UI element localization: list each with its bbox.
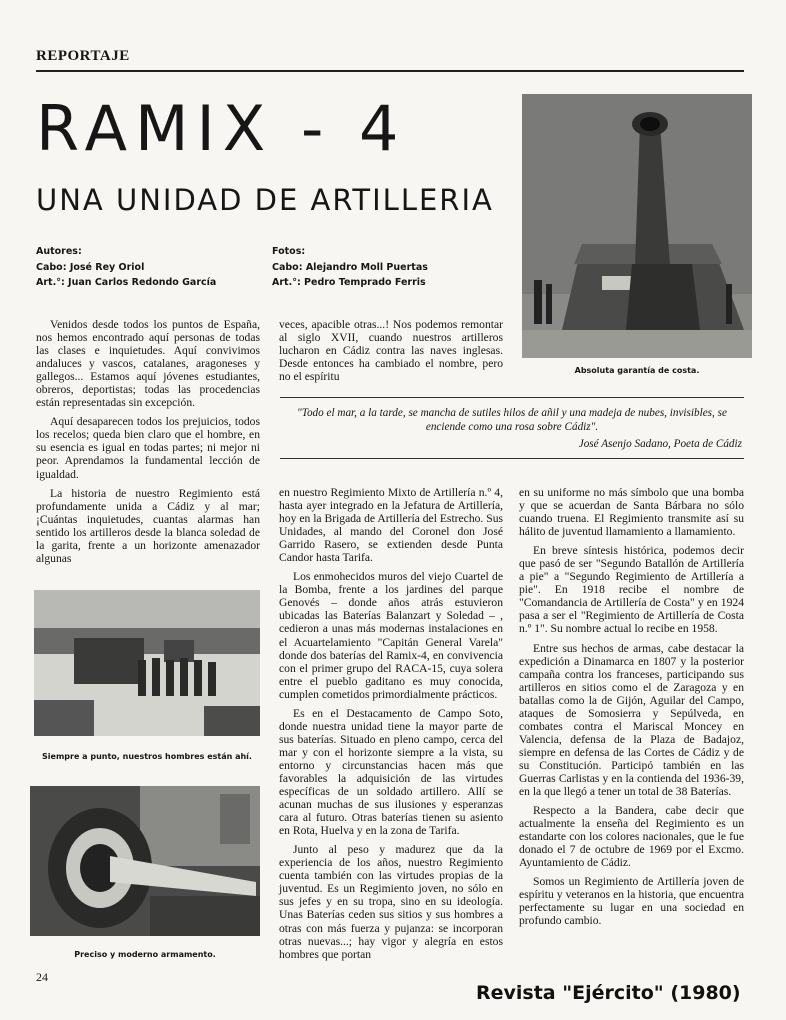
machinery-photo — [30, 786, 260, 936]
quote-box — [280, 397, 744, 459]
caption-soldiers: Siempre a punto, nuestros hombres están ahí. — [42, 752, 252, 761]
page-number: 24 — [36, 970, 48, 984]
paragraph: Respecto a la Bandera, cabe decir que actualmente la enseña del Regimiento es un estandarte con los colores nacionales, que le fue donado el 7 de octubre de 1969 por el Excmo. Ayuntamiento de Cádiz. — [519, 804, 744, 870]
paragraph: Somos un Regimiento de Artillería joven de espíritu y veteranos en la historia, que encuentra perfectamente su lugar en una sociedad en profundo cambio. — [519, 875, 744, 928]
paragraph: Es en el Destacamento de Campo Soto, donde nuestra unidad tiene la mayor parte de sus baterías. Situado en pleno campo, cerca del mar y con el horizonte siempre a la vista, su entorno y circunstancias hacen más que favorables la adquisición de las virtudes específicas de un soldado artillero. Allí se acunan muchas de sus ilusiones y esperanzas cara al futuro. Otras baterías tienen su asiento en Rota, Huelva y en la zona de Tarifa. — [279, 706, 503, 838]
soldiers-photo — [34, 590, 260, 736]
paragraph: en su uniforme no más símbolo que una bomba y que se acuerdan de Santa Bárbara no sólo cuando truena. El Regimiento transmite así su hálito de juventud llamamiento a llamamiento. — [519, 486, 744, 539]
article-subtitle: UNA UNIDAD DE ARTILLERIA — [36, 183, 494, 217]
photographer-2: Art.°: Pedro Temprado Ferris — [272, 277, 426, 288]
paragraph: Venidos desde todos los puntos de España, nos hemos encontrado aquí personas de todas las clases e inquietudes. Aquí convivimos andaluces y vascos, catalanes, aragoneses y gallegos... Estamos aquí jóvenes estudiantes, obreros, deportistas; todas las procedencias están representadas sin excepción. — [36, 318, 260, 410]
photos-label: Fotos: — [272, 246, 306, 257]
paragraph: veces, apacible otras...! Nos podemos remontar al siglo XVII, cuando nuestros artilleros lucharon en Cádiz contra las naves inglesas. Desde entonces ha cambiado el nombre, pero no el espíritu — [279, 318, 503, 384]
paragraph: En breve síntesis histórica, podemos decir que pasó de ser "Segundo Batallón de Artillería a pie" a "Segundo Regimiento de Artillería a pie". En 1918 recibe el nombre de "Comandancia de Artillería de Costa" y en 1924 pasa a ser el "Regimiento de Artillería de Costa n.º 1". Su nombre actual lo recibe en 1958. — [519, 544, 744, 636]
author-1: Cabo: José Rey Oriol — [36, 261, 145, 273]
paragraph: Los enmohecidos muros del viejo Cuartel de la Bomba, frente a los jardines del parque Genovés – donde años atrás estuvieron ubicadas las Baterías Balanzart y Soledad – , cedieron a unas más modernas instalaciones en el Acuartelamiento "Capitán General Varela" donde dos baterías del Ramix-4, en convivencia con el primer grupo del RACA-15, cuya solera entre el pueblo gaditano es muy conocida, cumplen cometidos primordialmente prácticos. — [279, 570, 503, 701]
column-3-text — [519, 486, 744, 934]
author-2: Art.°: Juan Carlos Redondo García — [36, 277, 217, 288]
header-rule — [36, 70, 744, 72]
paragraph: Junto al peso y madurez que da la experiencia de los años, nuestro Regimiento cuenta también con las virtudes propias de la juventud. Es un Regimiento joven, no sólo en sus jefes y en su tropa, sino en su ideología. Unas Baterías ceden sus sitios y sus hombres a otras con más fuerza y pujanza: se incorporan otras nuevas...; hay vigor y alegría en estos hombres que portan — [279, 843, 503, 961]
coastal-cannon-photo — [522, 94, 752, 358]
soldiers-illustration — [34, 590, 260, 736]
column-2-bottom-text — [279, 486, 503, 967]
caption-machinery: Preciso y moderno armamento. — [74, 950, 216, 959]
column-1-text — [36, 318, 260, 571]
authors-label: Autores: — [36, 246, 82, 257]
article-title: RAMIX - 4 — [36, 92, 407, 165]
paragraph: Aquí desaparecen todos los prejuicios, todos los recelos; queda bien claro que el hombre, en su esencia es igual en todas partes; ni mejor ni peor. Aprendamos la fundamental lección de igualdad. — [36, 415, 260, 481]
section-label: REPORTAJE — [36, 48, 130, 64]
source-watermark: Revista "Ejército" (1980) — [476, 982, 741, 1004]
machinery-illustration — [30, 786, 260, 936]
photographer-1: Cabo: Alejandro Moll Puertas — [272, 261, 428, 273]
photos-credits — [272, 244, 512, 291]
column-2-top-text — [279, 318, 503, 389]
paragraph: La historia de nuestro Regimiento está profundamente unida a Cádiz y al mar; ¡Cuántas inquietudes, cuantas alarmas han sentido los artilleros desde la blanca soledad de la garita, frente a un horizonte amenazador algunas — [36, 486, 260, 565]
paragraph: Entre sus hechos de armas, cabe destacar la expedición a Dinamarca en 1807 y la posterior campaña contra los franceses, participando sus artilleros en sitios como el de Zaragoza y en batallas como la de Gijón, Aguilar del Campo, ataques de Somosierra y Sepúlveda, en combates contra el Mariscal Moncey en Valencia, defensa de la Plaza de Badajoz, siempre en defensa de las Cortes de Cádiz y de su Constitución. Participó también en las Guerras Carlistas y en la contienda del 1936-39, en la que llegó a tener un total de 38 Baterías. — [519, 641, 744, 799]
quote-text: "Todo el mar, a la tarde, se mancha de sutiles hilos de añil y una madeja de nubes, invisibles, se enciende como una rosa sobre Cádiz". — [297, 407, 727, 433]
caption-cannon: Absoluta garantía de costa. — [574, 366, 700, 375]
cannon-illustration — [522, 94, 752, 358]
quote-author: José Asenjo Sadano, Poeta de Cádiz — [578, 438, 742, 450]
authors-credits — [36, 244, 266, 291]
paragraph: en nuestro Regimiento Mixto de Artillería n.º 4, hasta ayer integrado en la Jefatura de Artillería, hoy en la Brigada de Artillería del Estrecho. Sus Unidades, al mando del Coronel don José Garrido Rasero, se extienden desde Punta Candor hasta Tarifa. — [279, 486, 503, 565]
